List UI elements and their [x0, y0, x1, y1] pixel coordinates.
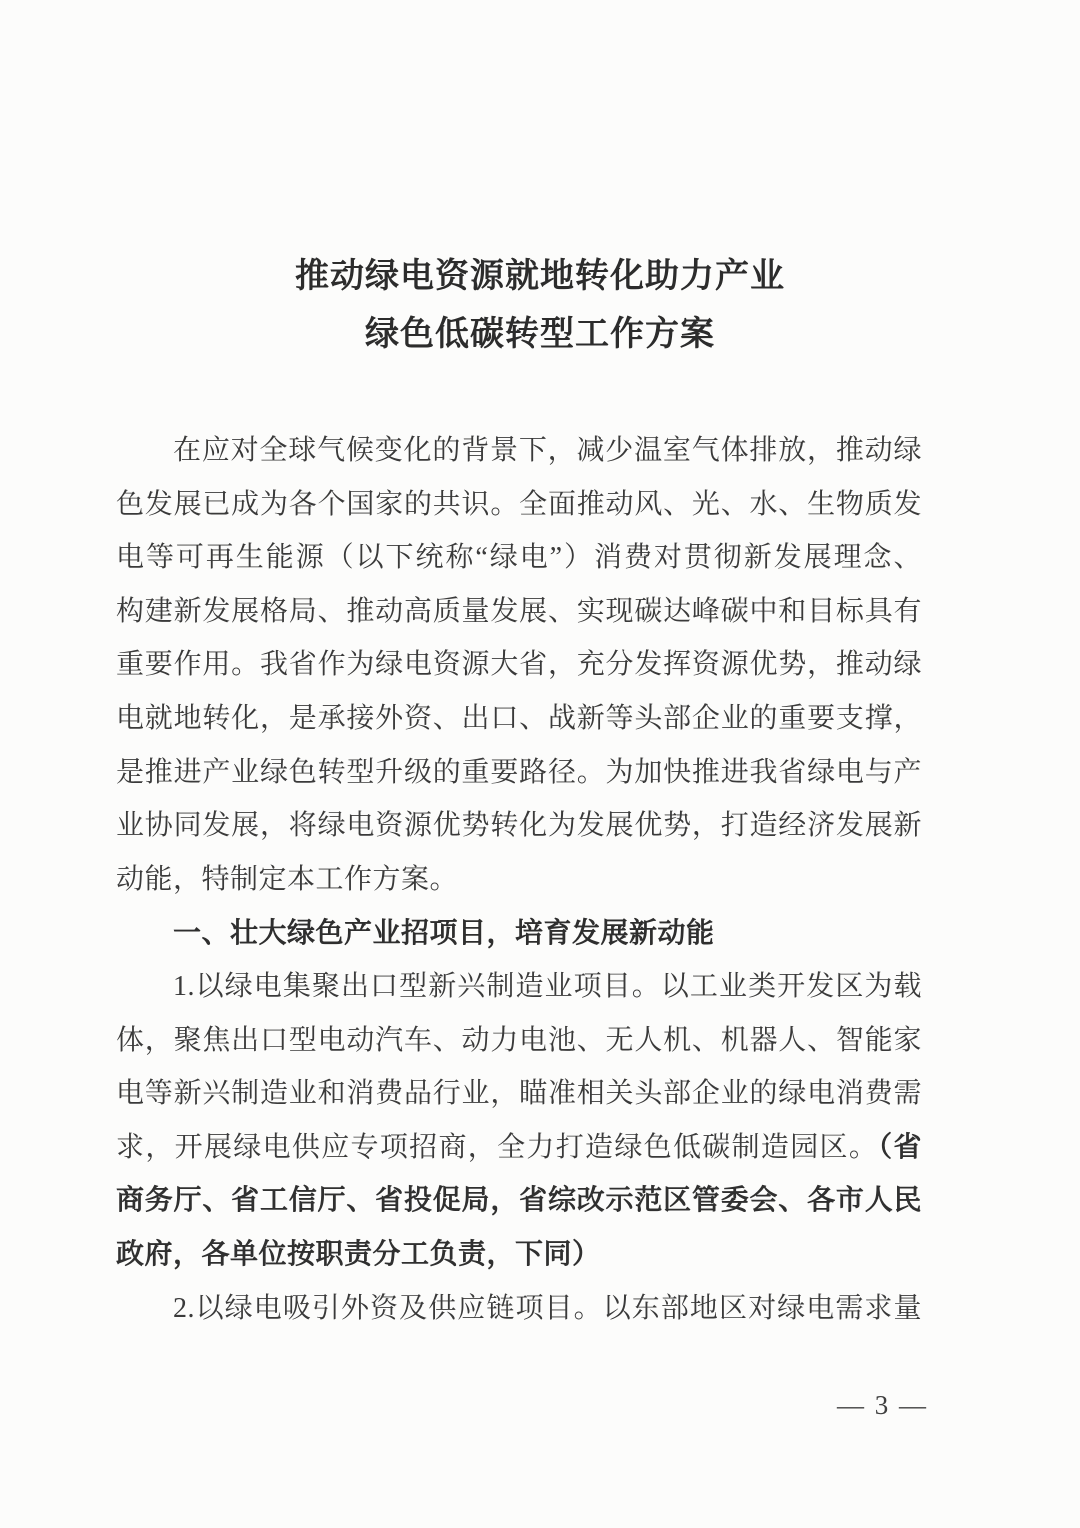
- section-heading: 一、壮大绿色产业招项目，培育发展新动能: [173, 917, 715, 949]
- paragraph2-line-5: 商务厅、省工信厅、省投促局，省综改示范区管委会、各市人民: [116, 1185, 922, 1217]
- title-line-2: 绿色低碳转型工作方案: [365, 316, 715, 353]
- paragraph1-line-2: 色发展已成为各个国家的共识。全面推动风、光、水、生物质发: [116, 488, 922, 520]
- paragraph1-line-1: 在应对全球气候变化的背景下，减少温室气体排放，推动绿: [173, 435, 922, 466]
- paragraph1-line-3: 电等可再生能源（以下统称“绿电”）消费对贯彻新发展理念、: [116, 542, 922, 574]
- paragraph1-line-4: 构建新发展格局、推动高质量发展、实现碳达峰碳中和目标具有: [116, 595, 922, 627]
- paragraph3-line-1: 2.以绿电吸引外资及供应链项目。以东部地区对绿电需求量: [173, 1292, 922, 1324]
- paragraph2-line-4: [116, 1121, 922, 1175]
- paragraph2-line-3: 电等新兴制造业和消费品行业，瞄准相关头部企业的绿电消费需: [116, 1078, 922, 1110]
- title-line-1: 推动绿电资源就地转化助力产业: [295, 258, 785, 295]
- paragraph2-line-6: 政府，各单位按职责分工负责，下同）: [116, 1238, 601, 1270]
- paragraph1-line-7: 是推进产业绿色转型升级的重要路径。为加快推进我省绿电与产: [116, 756, 922, 788]
- paragraph1-line-8: 业协同发展，将绿电资源优势转化为发展优势，打造经济发展新: [116, 810, 922, 842]
- paragraph2-line-4-normal: 求，开展绿电供应专项招商，全力打造绿色低碳制造园区。: [116, 1131, 879, 1163]
- paragraph2-line-1: 1.以绿电集聚出口型新兴制造业项目。以工业类开发区为载: [173, 970, 922, 1002]
- document-body: [116, 424, 922, 1335]
- page-number: — 3 —: [837, 1390, 928, 1420]
- document-title: [0, 248, 1080, 364]
- paragraph1-line-9: 动能，特制定本工作方案。: [116, 863, 459, 895]
- paragraph1-line-5: 重要作用。我省作为绿电资源大省，充分发挥资源优势，推动绿: [116, 649, 922, 681]
- paragraph1-line-6: 电就地转化，是承接外资、出口、战新等头部企业的重要支撑，: [116, 702, 922, 734]
- paragraph2-line-4-bold: （省: [878, 1131, 922, 1163]
- paragraph2-line-2: 体，聚焦出口型电动汽车、动力电池、无人机、机器人、智能家: [116, 1024, 922, 1056]
